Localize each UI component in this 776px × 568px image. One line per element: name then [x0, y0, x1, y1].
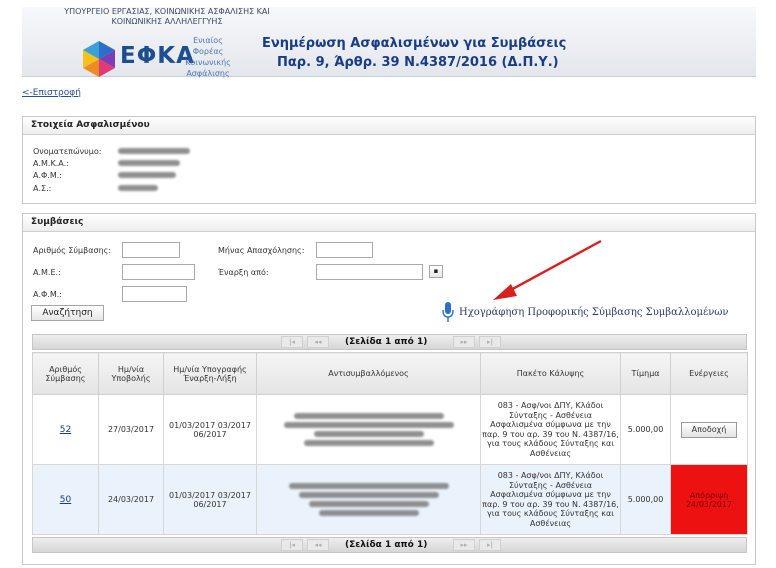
redacted-value: [319, 510, 419, 516]
column-header: Ημ/νία Υπογραφής Έναρξη-Λήξη: [164, 353, 257, 395]
next-page-button[interactable]: ▸▸: [453, 539, 475, 551]
coverage-package: 083 - Ασφ/νοι ΔΠΥ, Κλάδοι Σύνταξης - Ασθένεια Ασφαλισμένα σύμφωνα με την παρ. 9 του αρ. 39 του Ν. 4387/16, για τους κλάδους Σύνταξης και Ασθένειας: [481, 395, 621, 465]
accept-button[interactable]: Αποδοχή: [681, 422, 737, 438]
column-header: Ημ/νία Υποβολής: [99, 353, 164, 395]
logo-sub-line: Ενιαίος: [193, 36, 223, 45]
pager-text: (Σελίδα 1 από 1): [345, 337, 428, 347]
annotation-arrow-icon: [485, 236, 610, 306]
afm-input[interactable]: [122, 286, 187, 302]
table-header-row: [33, 353, 748, 395]
efka-logo-icon: [80, 39, 118, 79]
microphone-icon[interactable]: [441, 300, 455, 324]
redacted-value: [118, 148, 190, 154]
start-from-label: Έναρξη από:: [218, 268, 269, 277]
page-subtitle: Παρ. 9, Άρθρ. 39 Ν.4387/2016 (Δ.Π.Υ.): [277, 55, 559, 70]
contract-dates: 01/03/2017 03/2017 06/2017: [164, 465, 257, 535]
actions-cell: [671, 395, 748, 465]
start-from-input[interactable]: [316, 264, 423, 280]
contract-dates: 01/03/2017 03/2017 06/2017: [164, 395, 257, 465]
submitted-date: 27/03/2017: [99, 395, 164, 465]
last-page-button[interactable]: ▸|: [479, 336, 501, 348]
employment-month-label: Μήνας Απασχόλησης:: [218, 246, 305, 255]
redacted-value: [118, 185, 158, 191]
submitted-date: 24/03/2017: [99, 465, 164, 535]
page-title: Ενημέρωση Ασφαλισμένων για Συμβάσεις: [262, 36, 567, 51]
column-header: Αντισυμβαλλόμενος: [257, 353, 481, 395]
table-row: [33, 465, 748, 535]
afm-filter-label: Α.Φ.Μ.:: [33, 290, 62, 299]
insured-panel-title: Στοιχεία Ασφαλισμένου: [23, 117, 755, 135]
table-row: [33, 395, 748, 465]
coverage-package: 083 - Ασφ/νοι ΔΠΥ, Κλάδοι Σύνταξης - Ασθένεια Ασφαλισμένα σύμφωνα με την παρ. 9 του αρ. 39 του Ν. 4387/16, για τους κλάδους Σύνταξης και Ασθένειας: [481, 465, 621, 535]
prev-page-button[interactable]: ◂◂: [307, 539, 329, 551]
column-header: Πακέτο Κάλυψης: [481, 353, 621, 395]
efka-logo-subtitle: [184, 35, 232, 79]
redacted-value: [294, 413, 444, 419]
logo-sub-line: Κοινωνικής: [185, 58, 231, 67]
afm-label: Α.Φ.Μ.:: [33, 171, 62, 180]
calendar-icon: ▪: [433, 267, 439, 275]
redacted-value: [289, 483, 449, 489]
ame-label: Α.Μ.Ε.:: [33, 268, 61, 277]
price: 5.000,00: [621, 465, 671, 535]
redacted-value: [314, 431, 424, 437]
dictation-link[interactable]: Ηχογράφηση Προφορικής Σύμβασης Συμβαλλομένων: [459, 307, 729, 318]
counterparty-redacted: [257, 395, 481, 465]
next-page-button[interactable]: ▸▸: [453, 336, 475, 348]
contract-number-label: Αριθμός Σύμβασης:: [33, 246, 112, 255]
column-header: Τίμημα: [621, 353, 671, 395]
first-page-button[interactable]: |◂: [281, 539, 303, 551]
calendar-button[interactable]: [429, 265, 443, 278]
redacted-value: [284, 422, 454, 428]
redacted-value: [299, 492, 439, 498]
counterparty-redacted: [257, 465, 481, 535]
rejected-status: Απόρριψη 24/03/2017: [671, 465, 748, 535]
redacted-value: [118, 172, 176, 178]
pager-text: (Σελίδα 1 από 1): [345, 540, 428, 550]
contract-number-input[interactable]: [122, 242, 180, 258]
redacted-value: [304, 440, 434, 446]
ame-input[interactable]: [122, 264, 195, 280]
logo-sub-line: Φορέας: [192, 47, 224, 56]
column-header: Αριθμός Σύμβασης: [33, 353, 99, 395]
top-pager: [32, 334, 747, 350]
bottom-pager: [32, 537, 747, 553]
ministry-name: ΥΠΟΥΡΓΕΙΟ ΕΡΓΑΣΙΑΣ, ΚΟΙΝΩΝΙΚΗΣ ΑΣΦΑΛΙΣΗΣ ΚΑΙ ΚΟΙΝΩΝΙΚΗΣ ΑΛΛΗΛΕΓΓΥΗΣ: [64, 7, 270, 26]
column-header: Ενέργειες: [671, 353, 748, 395]
as-label: Α.Σ.:: [33, 184, 52, 193]
back-link[interactable]: <-Επιστροφή: [22, 88, 81, 98]
redacted-value: [118, 160, 180, 166]
first-page-button[interactable]: |◂: [281, 336, 303, 348]
insured-panel: [22, 116, 756, 204]
contract-number-link[interactable]: 50: [59, 494, 72, 505]
search-button[interactable]: Αναζήτηση: [31, 305, 104, 321]
contract-number-link[interactable]: 52: [59, 424, 72, 435]
employment-month-input[interactable]: [316, 242, 373, 258]
efka-logo-text: ΕΦΚΑ: [120, 43, 195, 69]
contracts-panel-title: Συμβάσεις: [23, 214, 755, 232]
fullname-label: Ονοματεπώνυμο:: [33, 147, 102, 156]
prev-page-button[interactable]: ◂◂: [307, 336, 329, 348]
last-page-button[interactable]: ▸|: [479, 539, 501, 551]
logo-sub-line: Ασφάλισης: [186, 69, 230, 78]
contracts-table: [32, 352, 748, 535]
amka-label: Α.Μ.Κ.Α.:: [33, 159, 69, 168]
redacted-value: [309, 501, 429, 507]
price: 5.000,00: [621, 395, 671, 465]
page-header: [22, 7, 756, 77]
